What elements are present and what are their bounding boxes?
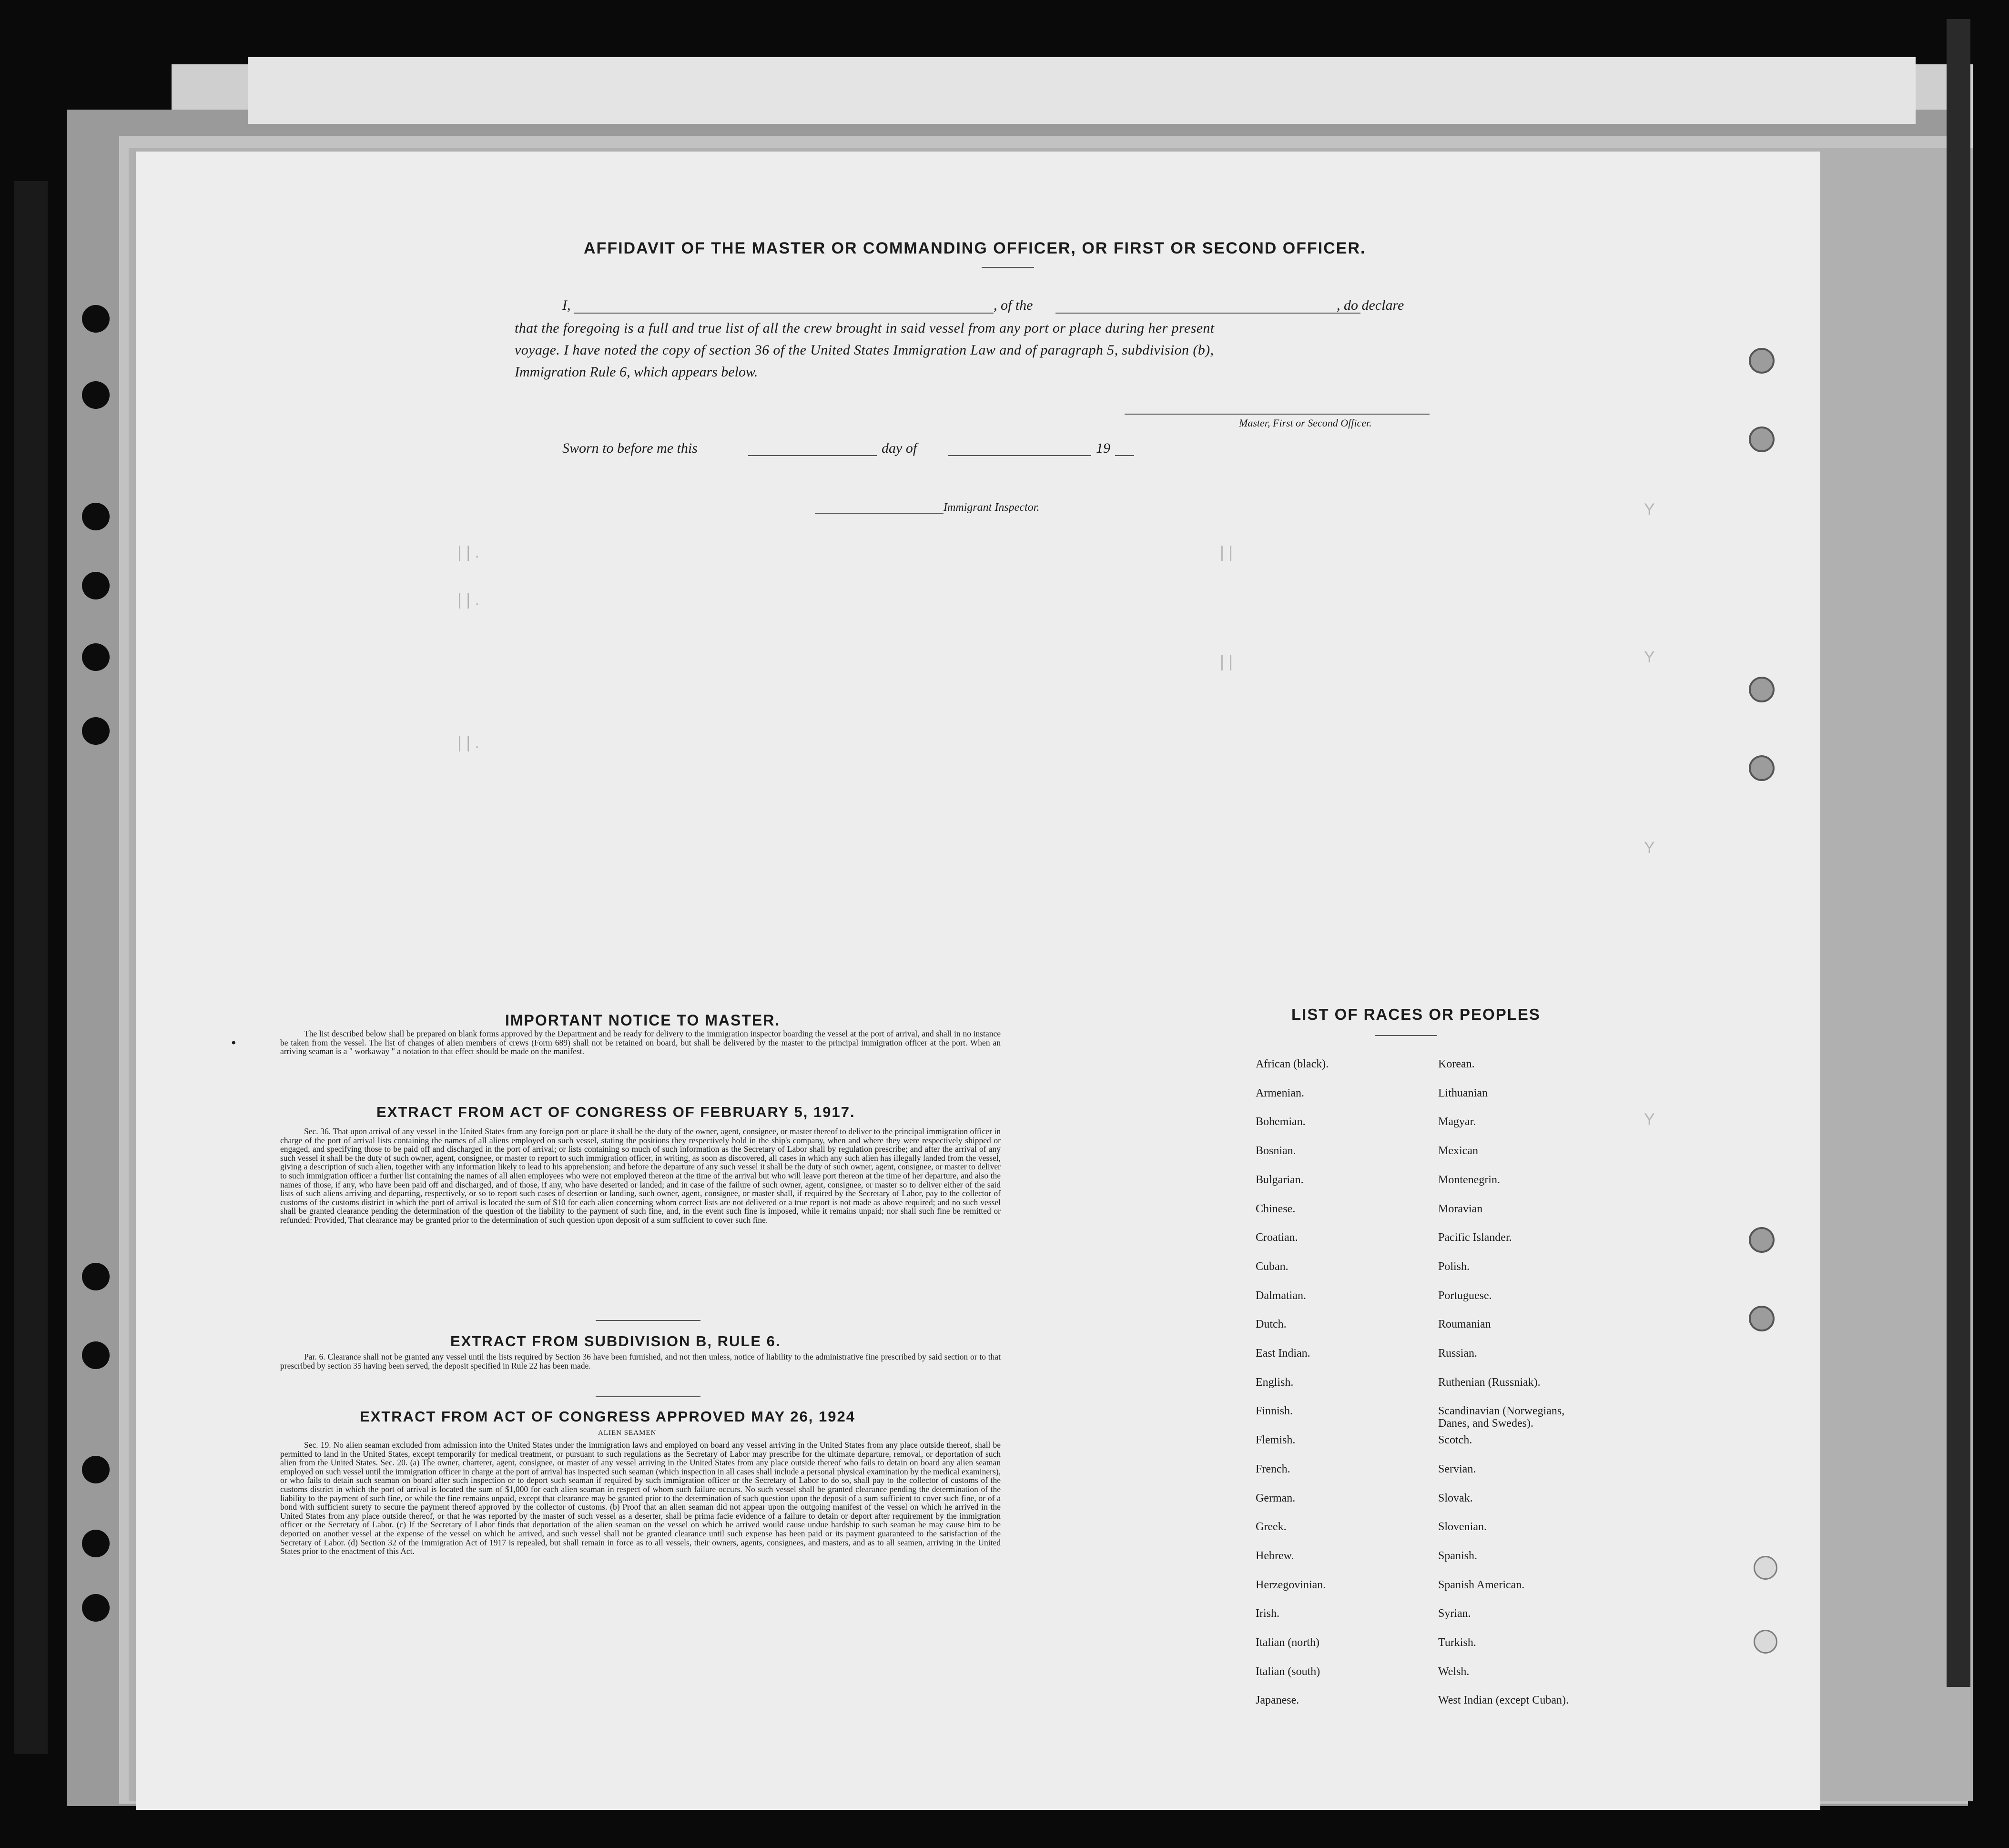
race-item: Turkish. bbox=[1438, 1636, 1476, 1649]
show-through-mark: Y bbox=[1644, 839, 1655, 857]
back-sheet-top bbox=[248, 57, 1916, 124]
race-item: Finnish. bbox=[1256, 1405, 1293, 1418]
race-item: Montenegrin. bbox=[1438, 1173, 1500, 1186]
divider bbox=[596, 1320, 700, 1321]
race-item: Dalmatian. bbox=[1256, 1289, 1306, 1302]
master-name-line[interactable] bbox=[574, 313, 994, 314]
race-item: Italian (north) bbox=[1256, 1636, 1319, 1649]
show-through-mark: | | bbox=[1220, 653, 1233, 671]
race-item: East Indian. bbox=[1256, 1347, 1310, 1360]
show-through-mark: | | . bbox=[457, 543, 480, 561]
races-title: LIST OF RACES OR PEOPLES bbox=[1291, 1005, 1541, 1023]
day-of-label: day of bbox=[882, 440, 917, 456]
race-item: Armenian. bbox=[1256, 1086, 1304, 1099]
binder-ring bbox=[1754, 1556, 1777, 1580]
binder-ring bbox=[1749, 1227, 1775, 1253]
race-item: Irish. bbox=[1256, 1607, 1279, 1620]
race-item: Hebrew. bbox=[1256, 1549, 1294, 1562]
rule-6-body: Par. 6. Clearance shall not be granted any vessel until the lists required by Section 36 have been furnished, and not then unless, notice of liability to the administrative fine prescribed by said section or to that prescribed by section 35 having been served, the deposit specified in Rule 22 has been made. bbox=[280, 1352, 1001, 1371]
show-through-mark: | | . bbox=[457, 591, 480, 609]
race-item: Portuguese. bbox=[1438, 1289, 1492, 1302]
punch-hole bbox=[82, 643, 110, 671]
stray-mark: • bbox=[231, 1035, 236, 1051]
show-through-mark: Y bbox=[1644, 1110, 1655, 1128]
binder-ring bbox=[1754, 1630, 1777, 1654]
race-item: Herzegovinian. bbox=[1256, 1578, 1326, 1591]
divider bbox=[596, 1396, 700, 1397]
sworn-year-line[interactable] bbox=[1115, 455, 1134, 456]
notice-title: IMPORTANT NOTICE TO MASTER. bbox=[505, 1012, 781, 1029]
vessel-name-line[interactable] bbox=[1055, 313, 1360, 314]
show-through-mark: | | . bbox=[457, 734, 480, 752]
race-item: Slovenian. bbox=[1438, 1521, 1487, 1533]
act-1917-body: Sec. 36. That upon arrival of any vessel in the United States from any foreign port or place it shall be the duty of the owner, agent, consignee, or master thereof to deliver to the principal immigration officer in charge of the port of arrival lists containing the names of all aliens employed on such vessel, stating the positions they respectively hold in the ship's company, when and where they were respectively shipped or engaged, and specifying those to be paid off and discharged in the port of arrival; or lists containing so much of such information as the Secretary of Labor shall by regulation prescribe; and after the arrival of any such vessel it shall be the duty of such owner, agent, consignee, or master to report to such immigration officer, in writing, as soon as discovered, all cases in which any such alien has illegally landed from the vessel, giving a description of such alien, together with any information likely to lead to his apprehension; and before the departure of any such vessel it shall be the duty of such owner, agent, consignee, or master to deliver to such immigration officer a further list containing the names of all alien employees who were not employed thereon at the time of the arrival but who will leave port thereon at the time of her departure, and also the names of those, if any, who have been paid off and discharged, and of those, if any, who have deserted or landed; and in case of the failure of such owner, agent, consignee, or master so to deliver either of the said lists of such aliens arriving and departing, respectively, or so to report such cases of desertion or landing, such owner, agent, consignee, or master shall, if required by the Secretary of Labor, pay to the collector of customs of the customs district in which the port of arrival is located the sum of $10 for each alien concerning whom correct lists are not delivered or a true report is not made as above required; and no such vessel shall be granted clearance pending the determination of the question of the liability to the payment of such fine, and, in the event such fine is imposed, while it remains unpaid; nor shall such fine be remitted or refunded: Provided, That clearance may be granted prior to the determination of such question upon deposit of a sum sufficient to cover such fine. bbox=[280, 1127, 1001, 1225]
race-item: Mexican bbox=[1438, 1145, 1478, 1158]
race-item: Roumanian bbox=[1438, 1318, 1491, 1331]
punch-hole bbox=[82, 717, 110, 745]
race-item: French. bbox=[1256, 1462, 1290, 1475]
punch-hole bbox=[82, 1594, 110, 1622]
signer-label: Master, First or Second Officer. bbox=[1239, 417, 1372, 429]
affidavit-line-2: that the foregoing is a full and true list of all the crew brought in said vessel from any port or place during her present bbox=[515, 320, 1215, 336]
affidavit-title: AFFIDAVIT OF THE MASTER OR COMMANDING OFFICER, OR FIRST OR SECOND OFFICER. bbox=[584, 239, 1366, 257]
race-item: Bulgarian. bbox=[1256, 1173, 1304, 1186]
race-item: Flemish. bbox=[1256, 1434, 1296, 1447]
race-item: Spanish. bbox=[1438, 1549, 1478, 1562]
affidavit-line-4: Immigration Rule 6, which appears below. bbox=[515, 364, 758, 380]
race-item: West Indian (except Cuban). bbox=[1438, 1694, 1569, 1707]
show-through-mark: Y bbox=[1644, 648, 1655, 666]
punch-hole bbox=[82, 1456, 110, 1483]
punch-hole bbox=[82, 305, 110, 333]
divider bbox=[1375, 1035, 1437, 1036]
punch-hole bbox=[82, 1341, 110, 1369]
race-item: Scotch. bbox=[1438, 1434, 1472, 1447]
act-1924-body: Sec. 19. No alien seaman excluded from admission into the United States under the immigration laws and employed on board any vessel arriving in the United States from any place outside thereof, shall be permitted to land in the United States, except temporarily for medical treatment, or pursuant to such regulations as the Secretary of Labor may prescribe for the ultimate departure, removal, or deportation of such alien from the United States. Sec. 20. (a) The owner, charterer, agent, consignee, or master of any vessel arriving in the United States from any place outside thereof who fails to detain on board any alien seaman employed on such vessel until the immigration officer in charge at the port of arrival has inspected such seaman (which inspection in all cases shall include a personal physical examination by the medical examiners), or who fails to detain such seaman on board after such inspection or to deport such seaman if required by such immigration officer or the Secretary of Labor to do so, shall pay to the collector of customs of the customs district in which the port of arrival is located the sum of $1,000 for each alien seaman in respect of whom such failure occurs. No such vessel shall be granted clearance pending the determination of the liability to the payment of such fine, or while the fine remains unpaid, except that clearance may be granted prior to the determination of such question upon the deposit of a sum sufficient to cover such fine, or of a bond with sufficient surety to secure the payment thereof approved by the collector of customs. (b) Proof that an alien seaman did not appear upon the outgoing manifest of the vessel on which he arrived in the United States from any place outside thereof, or that he was reported by the master of such vessel as a deserter, shall be prima facie evidence of a failure to detain or deport after requirement by the immigration officer or the Secretary of Labor. (c) If the Secretary of Labor finds that deportation of the alien seaman on the vessel on which he arrived would cause undue hardship to such seaman he may cause him to be deported on another vessel at the expense of the vessel on which he arrived, and such vessel shall not be granted clearance until such expense has been paid or its payment guaranteed to the satisfaction of the Secretary of Labor. (d) Section 32 of the Immigration Act of 1917 is repealed, but shall remain in force as to all vessels, their owners, agents, consignees, and masters, and as to all seamen, arriving in the United States prior to the enactment of this Act. bbox=[280, 1440, 1001, 1556]
sworn-label: Sworn to before me this bbox=[562, 440, 698, 456]
act-1917-title: EXTRACT FROM ACT OF CONGRESS OF FEBRUARY 5, 1917. bbox=[376, 1104, 855, 1120]
race-item: Chinese. bbox=[1256, 1202, 1296, 1215]
divider bbox=[982, 267, 1034, 268]
punch-hole bbox=[82, 1263, 110, 1290]
race-item: Slovak. bbox=[1438, 1492, 1473, 1504]
binder-ring bbox=[1749, 677, 1775, 702]
race-item: Bohemian. bbox=[1256, 1116, 1306, 1128]
sworn-day-line[interactable] bbox=[748, 455, 877, 456]
race-item: Polish. bbox=[1438, 1260, 1470, 1273]
race-item: Italian (south) bbox=[1256, 1665, 1320, 1678]
show-through-mark: | | bbox=[1220, 543, 1233, 561]
punch-hole bbox=[82, 1530, 110, 1557]
binder-ring bbox=[1749, 1306, 1775, 1331]
punch-hole bbox=[82, 381, 110, 409]
race-item: Pacific Islander. bbox=[1438, 1231, 1512, 1244]
race-item: Syrian. bbox=[1438, 1607, 1471, 1620]
sworn-month-line[interactable] bbox=[948, 455, 1091, 456]
race-item: Magyar. bbox=[1438, 1116, 1476, 1128]
binder-strip bbox=[14, 181, 48, 1754]
binder-ring bbox=[1749, 755, 1775, 781]
act-1924-subtitle: ALIEN SEAMEN bbox=[598, 1429, 657, 1437]
race-item: Dutch. bbox=[1256, 1318, 1287, 1331]
race-item: Croatian. bbox=[1256, 1231, 1298, 1244]
punch-hole bbox=[82, 572, 110, 599]
affidavit-i-label: I, bbox=[562, 297, 571, 313]
race-item: Spanish American. bbox=[1438, 1578, 1525, 1591]
race-item: Servian. bbox=[1438, 1462, 1476, 1475]
race-item: Welsh. bbox=[1438, 1665, 1470, 1678]
signature-line[interactable] bbox=[1125, 414, 1430, 415]
declare-label: , do declare bbox=[1337, 297, 1404, 313]
inspector-label: Immigrant Inspector. bbox=[944, 501, 1040, 514]
race-item: Korean. bbox=[1438, 1058, 1475, 1070]
year-prefix: 19 bbox=[1096, 440, 1110, 456]
race-item: Cuban. bbox=[1256, 1260, 1289, 1273]
notice-body: The list described below shall be prepared on blank forms approved by the Department and be ready for delivery to the immigration inspector boarding the vessel at the port of arrival, and shall in no instance be taken from the vessel. The list of changes of alien members of crews (Form 689) shall not be retained on board, but shall be delivered by the master to the principal immigration officer at the port. When an arriving seaman is a " workaway " a notation to that effect should be made on the manifest. bbox=[280, 1029, 1001, 1056]
of-the-label: , of the bbox=[994, 297, 1033, 313]
inspector-signature-line[interactable] bbox=[815, 513, 944, 514]
binder-ring bbox=[1749, 348, 1775, 374]
race-item: Russian. bbox=[1438, 1347, 1478, 1360]
act-1924-title: EXTRACT FROM ACT OF CONGRESS APPROVED MAY 26, 1924 bbox=[360, 1408, 855, 1425]
race-item: Japanese. bbox=[1256, 1694, 1299, 1707]
race-item: African (black). bbox=[1256, 1058, 1329, 1070]
binder-edge bbox=[1947, 19, 1970, 1687]
race-item: German. bbox=[1256, 1492, 1296, 1504]
punch-hole bbox=[82, 503, 110, 530]
affidavit-line-3: voyage. I have noted the copy of section 36 of the United States Immigration Law and of paragraph 5, subdivision (b), bbox=[515, 342, 1214, 358]
form-page bbox=[136, 152, 1820, 1810]
race-item: English. bbox=[1256, 1376, 1294, 1389]
race-item: Moravian bbox=[1438, 1202, 1483, 1215]
race-item: Scandinavian (Norwegians, Danes, and Swedes). bbox=[1438, 1405, 1565, 1430]
race-item: Greek. bbox=[1256, 1521, 1287, 1533]
show-through-mark: Y bbox=[1644, 500, 1655, 518]
race-item: Lithuanian bbox=[1438, 1086, 1488, 1099]
binder-ring bbox=[1749, 426, 1775, 452]
race-item: Ruthenian (Russniak). bbox=[1438, 1376, 1541, 1389]
rule-6-title: EXTRACT FROM SUBDIVISION B, RULE 6. bbox=[450, 1333, 781, 1350]
race-item: Bosnian. bbox=[1256, 1145, 1296, 1158]
